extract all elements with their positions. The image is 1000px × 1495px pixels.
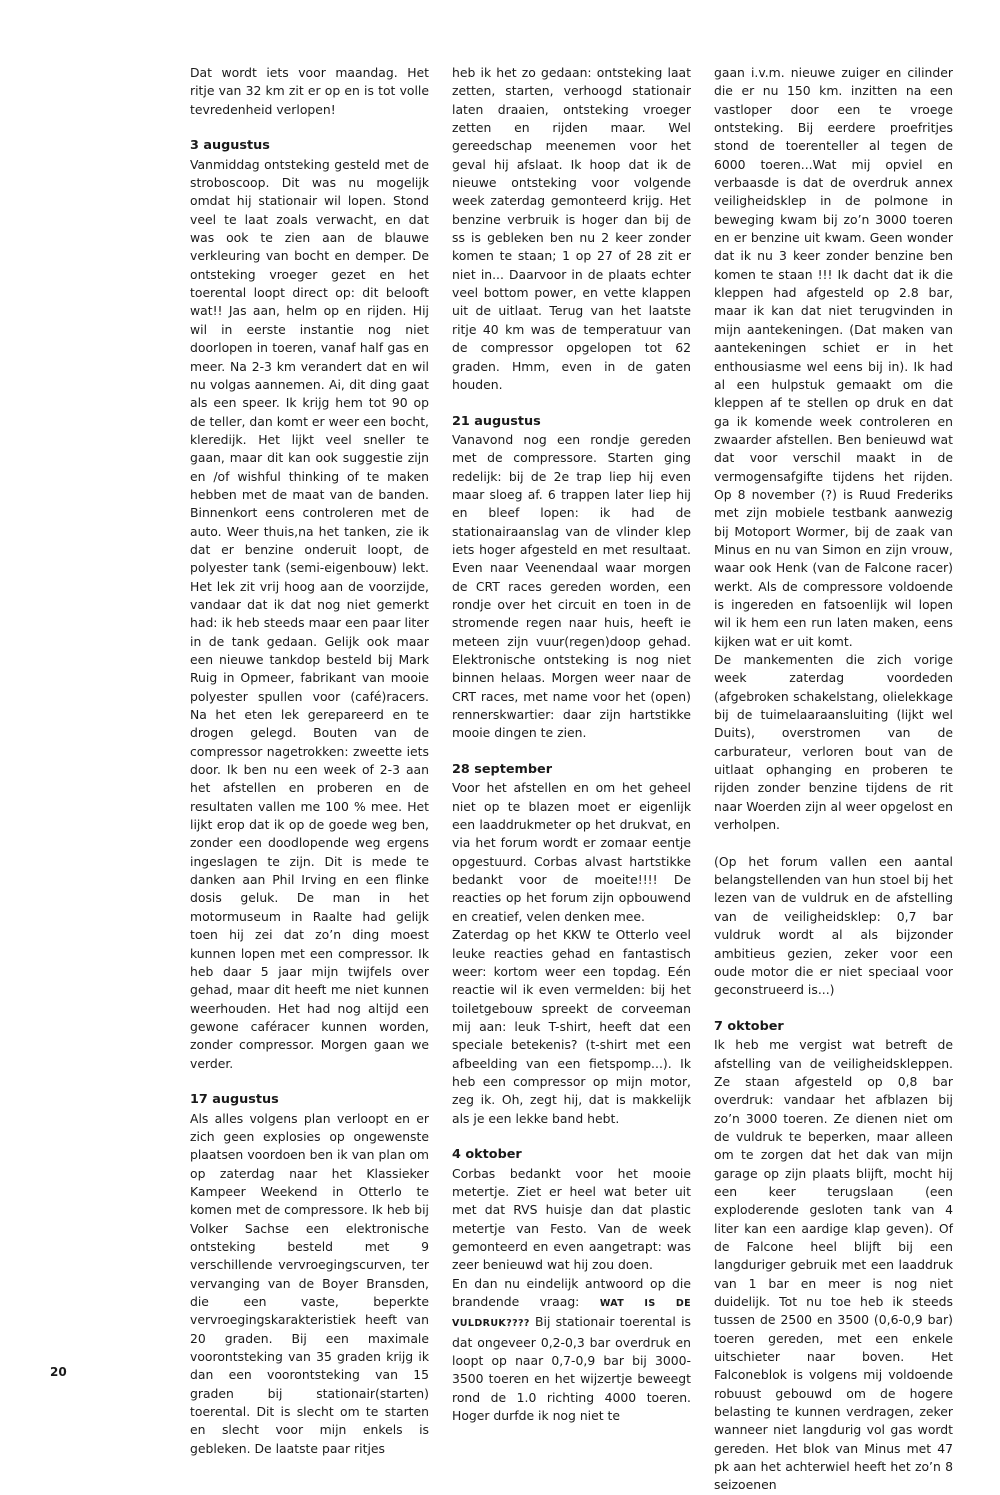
- text-run: Bij stationair toerental is dat ongeveer 0,2-0,3 bar overdruk en loopt op naar 0,7-0,9 bar bij 3000-3500 toeren en het wijzertje beweegt rond de 1.0 richting 4000 toeren. Hoger durfde ik nog niet te: [452, 1314, 691, 1424]
- paragraph-28-september-b: Zaterdag op het KKW te Otterlo veel leuke reacties gehad en fantastisch weer: kortom weer een topdag. Eén reactie wil ik even vermelden: bij het toiletgebouw spreekt de corveeman mij aan: leuk T-shirt, heeft dat een speciale betekenis? (t-shirt met een afbeelding van een fietspomp...). Ik heb een compressor op mijn motor, zeg ik. Oh, zegt hij, dat is makkelijk als je een lekke band hebt.: [452, 927, 691, 1126]
- spacer: [190, 1073, 429, 1091]
- text-run: En dan nu eindelijk antwoord op die brandende vraag:: [452, 1275, 691, 1310]
- spacer: [452, 743, 691, 761]
- text-column-2: [452, 64, 691, 1425]
- heading-3-augustus: 3 augustus: [190, 138, 270, 154]
- paragraph-continued: gaan i.v.m. nieuwe zuiger en cilinder die er nu 150 km. inzitten na een vastloper door een te vroege ontsteking. Bij eerdere proefritjes stond de toerenteller al tegen de 6000 toeren...Wat mij opviel en verbaasde is dat de overdruk annex veiligheidsklep in de polmone in beweging kwam bij zo’n 3000 toeren en er benzine uit kwam. Geen wonder dat ik nu 3 keer zonder benzine ben komen te staan !!! Ik dacht dat ik die kleppen had afgesteld op 2.8 bar, maar ik kan dat niet terugvinden in mijn aantekeningen. (Dat maken van aantekeningen schiet er in het enthousiasme wel eens bij in). Ik had al een hulpstuk gemaakt om die kleppen af te stellen op druk en dat ga ik komende week controleren en zwaarder afstellen. Ben benieuwd wat dat voor verschil maakt in de vermogensafgifte tijdens het rijden. Op 8 november (?) is Ruud Frederiks met zijn mobiele testbank aanwezig bij Motoport Wormer, bij de zaak van Minus en nu van Simon en zijn vrouw, waar ook Henk (van de Falcone racer) werkt. Als de compressore voldoende is ingereden en fatsoenlijk wil lopen wil ik hem een run laten maken, eens kijken wat er uit komt.: [714, 65, 953, 649]
- spacer: [714, 1000, 953, 1018]
- heading-4-oktober: 4 oktober: [452, 1147, 522, 1163]
- paragraph-forum: (Op het forum vallen een aantal belangstellenden van hun stoel bij het lezen van de vuldruk en de afstelling van de veiligheidsklep: 0,7 bar vuldruk wordt al als bijzonder ambitieus gezien, zeker voor een oude motor die er niet speciaal voor geconstrueerd is...): [714, 853, 953, 998]
- heading-28-september: 28 september: [452, 762, 553, 778]
- paragraph-continued: heb ik het zo gedaan: ontsteking laat zetten, starten, verhoogd stationair laten draaien, ontsteking vroeger zetten en rijden maar. Wel gereedschap meenemen voor het geval hij afslaat. Ik hoop dat ik de nieuwe ontsteking voor volgende week zaterdag gemonteerd krijg. Het benzine verbruik is hoger dan bij de ss is gebleken ben nu 2 keer zonder komen te staan; 1 op 27 of 28 zit er niet in... Daarvoor in de plaats echter veel bottom power, en vette klappen uit de uitlaat. Terug van het laatste ritje 40 km was de temperatuur van de compressor opgelopen tot 62 graden. Hmm, even in de gaten houden.: [452, 65, 691, 392]
- paragraph-intro: Dat wordt iets voor maandag. Het ritje van 32 km zit er op en is tot volle tevredenheid verlopen!: [190, 65, 429, 117]
- heading-7-oktober: 7 oktober: [714, 1018, 784, 1034]
- paragraph-4-oktober-a: Corbas bedankt voor het mooie metertje. Ziet er heel wat beter uit met dat RVS huisje dan dat plastic metertje van Festo. Van de week gemonteerd en even aangetrapt: was zeer benieuwd wat hij zou doen.: [452, 1165, 691, 1273]
- page-number: 20: [50, 1365, 67, 1379]
- paragraph-17-augustus: Als alles volgens plan verloopt en er zich geen explosies op ongewenste plaatsen voordoen ben ik van plan om op zaterdag naar het Klassieker Kampeer Weekend in Otterlo te komen met de compressore. Ik heb bij Volker Sachse een elektronische ontsteking besteld met 9 verschillende vervroegingscurven, ter vervanging van de Boyer Bransden, die een vaste, beperkte vervroegingskarakteristiek heeft van 20 graden. Bij een maximale voorontsteking van 35 graden krijg ik dan een voorontsteking van 15 graden bij stationair(starten) toerental. Dit is slecht om te starten en slecht voor mijn enkels is gebleken. De laatste paar ritjes: [190, 1110, 429, 1456]
- paragraph-7-oktober: Ik heb me vergist wat betreft de afstelling van de veiligheidskleppen. Ze staan afgesteld op 0,8 bar overdruk: vandaar het afblazen bij zo’n 3000 toeren. Ze dienen niet om de vuldruk te beperken, maar alleen om te zorgen dat het dak van mijn garage op zijn plaats blijft, mocht hij een keer terugslaan (een exploderende gesloten tank van 4 liter kan een aardige klap geven). Of de Falcone heel blijft bij een langduriger gebruik met een laaddruk van 1 bar en meer is nog niet duidelijk. Tot nu toe heb ik steeds tussen de 2500 en 3500 (0,6-0,9 bar) toeren gereden, met een enkele uitschieter naar boven. Het Falconeblok is volgens mij voldoende robuust gebouwd om de hogere belasting te kunnen verdragen, zeker wanneer niet langdurig vol gas wordt gereden. Het blok van Minus met 47 pk aan het achterwiel heeft het zo’n 8 seizoenen: [714, 1037, 953, 1493]
- spacer: [714, 834, 953, 852]
- heading-21-augustus: 21 augustus: [452, 413, 541, 429]
- paragraph-mankementen: De mankementen die zich vorige week zaterdag voordeden (afgebroken schakelstang, olielekkage bij de tuimelaaraansluiting (lijkt wel Duits), overstromen van de carburateur, verloren bout van de uitlaat ophanging en proberen te rijden zonder benzine tijdens de rit naar Woerden zijn al weer opgelost en verholpen.: [714, 652, 953, 833]
- paragraph-3-augustus: Vanmiddag ontsteking gesteld met de stroboscoop. Dit was nu mogelijk omdat hij stationair wil lopen. Stond veel te laat zoals verwacht, en dat was ook te zien aan de blauwe verkleuring van bocht en demper. De ontsteking vroeger gezet en het toerental loopt direct op: dit belooft wat!! Jas aan, helm op en rijden. Hij wil in eerste instantie nog niet doorlopen in toeren, vanaf half gas en meer. Na 2-3 km verandert dat en wil nu volgas aannemen. Ai, dit ding gaat als een speer. Ik krijg hem tot 90 op de teller, dan komt er weer een bocht, kleredijk. Het lijkt veel sneller te gaan, maar dit kan ook suggestie zijn en /of wishful thinking of te maken hebben met de maat van de banden. Binnenkort eens controleren met de auto. Weer thuis,na het tanken, zie ik dat er benzine onderuit loopt, de polyester tank (semi-eigenbouw) lekt. Het lek zit vrij hoog aan de voorzijde, vandaar dat ik dat nog niet gemerkt had: ik heb steeds maar een paar liter in de tank gedaan. Gelijk ook maar een nieuwe tankdop besteld bij Mark Ruig in Opmeer, fabrikant van mooie polyester spullen voor (café)racers. Na het eten lek gerepareerd en te drogen gelegd. Bouten van de compressor nagetrokken: zweette iets door. Ik ben nu een week of 2-3 aan het afstellen en proberen en de resultaten vallen me 100 % mee. Het lijkt erop dat ik op de goede weg ben, zonder een doodlopende weg ergens ingeslagen te zijn. Dit is mede te danken aan Phil Irving en een flinke dosis geluk. De man in het motormuseum in Raalte had gelijk toen hij zei dat zo’n ding moest kunnen lopen met een compressor. Ik heb daar 5 jaar mijn twijfels over gehad, maar dit heeft me niet kunnen weerhouden. Het had nog altijd een gewone caféracer kunnen worden, zonder compressor. Morgen gaan we verder.: [190, 156, 429, 1071]
- spacer: [190, 119, 429, 137]
- small-caps-question: WAT IS DE VULDRUK????: [452, 1298, 691, 1330]
- paragraph-21-augustus: Vanavond nog een rondje gereden met de compressore. Starten ging redelijk: bij de 2e trap liep hij even maar sloeg af. 6 trappen later liep hij en bleef lopen: ik had de stationairaanslag van de vlinder klep iets hoger afgesteld en met resultaat. Even naar Veenendaal waar morgen de CRT races gereden worden, een rondje over het circuit en toen in de stromende regen naar huis, heeft ie meteen zijn vuur(regen)doop gehad. Elektronische ontsteking is nog niet binnen helaas. Morgen weer naar de CRT races, met name voor het (open) rennerskwartier: daar zijn hartstikke mooie dingen te zien.: [452, 431, 691, 741]
- paragraph-4-oktober-b: [452, 1275, 691, 1426]
- spacer: [452, 394, 691, 412]
- heading-17-augustus: 17 augustus: [190, 1092, 279, 1108]
- paragraph-28-september-a: Voor het afstellen en om het geheel niet op te blazen moet er eigenlijk een laaddrukmeter op het drukvat, en via het forum wordt er zomaar eentje opgestuurd. Corbas alvast hartstikke bedankt voor de moeite!!!! De reacties op het forum zijn opbouwend en creatief, velen denken mee.: [452, 780, 691, 924]
- text-column-1: [190, 64, 429, 1458]
- spacer: [452, 1128, 691, 1146]
- text-column-3: [714, 64, 953, 1495]
